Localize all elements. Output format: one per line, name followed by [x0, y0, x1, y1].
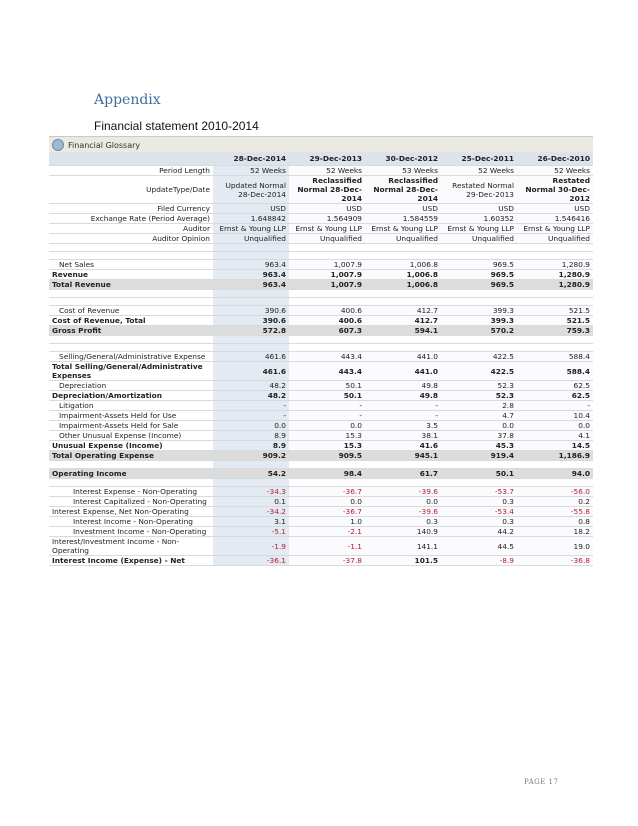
cell: -	[213, 411, 289, 421]
row-label: Depreciation/Amortization	[49, 391, 213, 401]
cell: 53 Weeks	[365, 166, 441, 176]
cell: 400.6	[289, 306, 365, 316]
cell: -55.8	[517, 507, 593, 517]
cell: 41.6	[365, 441, 441, 451]
cell: 461.6	[213, 362, 289, 381]
cell: 48.2	[213, 381, 289, 391]
row-label: Unusual Expense (Income)	[49, 441, 213, 451]
row-label: Period Length	[49, 166, 213, 176]
cell: 0.3	[365, 517, 441, 527]
cell: 62.5	[517, 391, 593, 401]
table-row	[49, 401, 593, 411]
table-row	[49, 381, 593, 391]
cell: Unqualified	[289, 234, 365, 244]
cell: 759.3	[517, 326, 593, 336]
cell: 1,007.9	[289, 280, 365, 290]
cell: 422.5	[441, 352, 517, 362]
cell: 969.5	[441, 280, 517, 290]
cell: 963.4	[213, 270, 289, 280]
cell: 54.2	[213, 469, 289, 479]
cell: -56.0	[517, 487, 593, 497]
total-row	[49, 326, 593, 336]
total-row	[49, 469, 593, 479]
cell: 1.648842	[213, 214, 289, 224]
table-row	[49, 362, 593, 381]
total-row	[49, 280, 593, 290]
cell: 37.8	[441, 431, 517, 441]
row-label: Interest/Investment Income - Non-Operating	[49, 537, 213, 556]
meta-row	[49, 224, 593, 234]
cell: 1,280.9	[517, 260, 593, 270]
table-row	[49, 391, 593, 401]
cell: -36.8	[517, 556, 593, 566]
cell: 49.8	[365, 381, 441, 391]
cell: 0.3	[441, 517, 517, 527]
row-label: Cost of Revenue, Total	[49, 316, 213, 326]
cell: 1.546416	[517, 214, 593, 224]
cell: -1.1	[289, 537, 365, 556]
cell: 45.3	[441, 441, 517, 451]
row-label: Total Selling/General/Administrative Expenses	[49, 362, 213, 381]
cell: 8.9	[213, 441, 289, 451]
row-label: Interest Income (Expense) - Net	[49, 556, 213, 566]
cell: 0.0	[365, 497, 441, 507]
cell: 50.1	[289, 381, 365, 391]
row-label: Interest Income - Non-Operating	[49, 517, 213, 527]
row-label: Operating Income	[49, 469, 213, 479]
row-label: Investment Income - Non-Operating	[49, 527, 213, 537]
cell: 52 Weeks	[213, 166, 289, 176]
cell: -	[365, 411, 441, 421]
cell: 963.4	[213, 280, 289, 290]
row-label: Interest Capitalized - Non-Operating	[49, 497, 213, 507]
table-row	[49, 441, 593, 451]
spacer-row	[49, 290, 593, 298]
cell: -	[289, 411, 365, 421]
cell: 14.5	[517, 441, 593, 451]
meta-row	[49, 204, 593, 214]
column-header: 25-Dec-2011	[441, 152, 517, 166]
cell: 50.1	[441, 469, 517, 479]
cell: 19.0	[517, 537, 593, 556]
cell: -36.7	[289, 487, 365, 497]
cell: 94.0	[517, 469, 593, 479]
cell: 4.1	[517, 431, 593, 441]
cell: 1,007.9	[289, 270, 365, 280]
cell: 588.4	[517, 352, 593, 362]
cell: Ernst & Young LLP	[213, 224, 289, 234]
table-row	[49, 352, 593, 362]
cell: -37.8	[289, 556, 365, 566]
glossary-label: Financial Glossary	[68, 140, 141, 150]
row-label: UpdateType/Date	[49, 176, 213, 204]
cell: Ernst & Young LLP	[365, 224, 441, 234]
table-row	[49, 431, 593, 441]
cell: 98.4	[289, 469, 365, 479]
cell: 969.5	[441, 260, 517, 270]
cell: 0.0	[289, 497, 365, 507]
row-label: Auditor Opinion	[49, 234, 213, 244]
cell: 607.3	[289, 326, 365, 336]
row-label: Gross Profit	[49, 326, 213, 336]
row-label: Filed Currency	[49, 204, 213, 214]
column-header: 28-Dec-2014	[213, 152, 289, 166]
cell: 572.8	[213, 326, 289, 336]
cell: 1,006.8	[365, 270, 441, 280]
cell: 62.5	[517, 381, 593, 391]
cell: 140.9	[365, 527, 441, 537]
column-header: 29-Dec-2013	[289, 152, 365, 166]
cell: 909.2	[213, 451, 289, 461]
cell: 0.2	[517, 497, 593, 507]
header-blank	[49, 152, 213, 166]
cell: 101.5	[365, 556, 441, 566]
column-header: 26-Dec-2010	[517, 152, 593, 166]
cell: 422.5	[441, 362, 517, 381]
cell: Reclassified Normal 28-Dec-2014	[365, 176, 441, 204]
cell: -34.2	[213, 507, 289, 517]
cell: -8.9	[441, 556, 517, 566]
row-label: Total Operating Expense	[49, 451, 213, 461]
statement-subtitle: Financial statement 2010-2014	[94, 119, 259, 133]
cell: Unqualified	[365, 234, 441, 244]
cell: 49.8	[365, 391, 441, 401]
column-header: 30-Dec-2012	[365, 152, 441, 166]
cell: 1,280.9	[517, 270, 593, 280]
cell: Unqualified	[213, 234, 289, 244]
cell: -39.6	[365, 487, 441, 497]
cell: 3.1	[213, 517, 289, 527]
cell: 61.7	[365, 469, 441, 479]
cell: 50.1	[289, 391, 365, 401]
spacer-row	[49, 461, 593, 469]
table-row	[49, 507, 593, 517]
cell: 52.3	[441, 381, 517, 391]
cell: 969.5	[441, 270, 517, 280]
cell: -36.1	[213, 556, 289, 566]
row-label: Other Unusual Expense (Income)	[49, 431, 213, 441]
cell: -39.6	[365, 507, 441, 517]
table-row	[49, 411, 593, 421]
row-label: Net Sales	[49, 260, 213, 270]
cell: 441.0	[365, 362, 441, 381]
globe-icon	[52, 139, 64, 151]
cell: 1,007.9	[289, 260, 365, 270]
cell: 588.4	[517, 362, 593, 381]
row-label: Interest Expense, Net Non-Operating	[49, 507, 213, 517]
cell: USD	[289, 204, 365, 214]
table-row	[49, 260, 593, 270]
cell: -	[213, 401, 289, 411]
row-label: Interest Expense - Non-Operating	[49, 487, 213, 497]
cell: 1.584559	[365, 214, 441, 224]
header-row	[49, 152, 593, 166]
table-row	[49, 556, 593, 566]
cell: 0.8	[517, 517, 593, 527]
table-row	[49, 316, 593, 326]
cell: -53.4	[441, 507, 517, 517]
row-label: Depreciation	[49, 381, 213, 391]
table-row	[49, 306, 593, 316]
cell: -36.7	[289, 507, 365, 517]
cell: USD	[517, 204, 593, 214]
spacer-row	[49, 252, 593, 260]
cell: 44.2	[441, 527, 517, 537]
cell: 441.0	[365, 352, 441, 362]
cell: Reclassified Normal 28-Dec-2014	[289, 176, 365, 204]
row-label: Selling/General/Administrative Expense	[49, 352, 213, 362]
meta-row	[49, 234, 593, 244]
cell: -	[365, 401, 441, 411]
cell: 1.0	[289, 517, 365, 527]
cell: USD	[441, 204, 517, 214]
row-label: Impairment-Assets Held for Use	[49, 411, 213, 421]
row-label: Revenue	[49, 270, 213, 280]
cell: 945.1	[365, 451, 441, 461]
cell: Ernst & Young LLP	[517, 224, 593, 234]
row-label: Impairment-Assets Held for Sale	[49, 421, 213, 431]
total-row	[49, 451, 593, 461]
cell: Ernst & Young LLP	[289, 224, 365, 234]
meta-row	[49, 214, 593, 224]
cell: 0.0	[289, 421, 365, 431]
cell: 443.4	[289, 362, 365, 381]
cell: -	[289, 401, 365, 411]
row-label: Litigation	[49, 401, 213, 411]
cell: 521.5	[517, 316, 593, 326]
cell: 412.7	[365, 306, 441, 316]
financial-table	[49, 152, 593, 566]
cell: 52 Weeks	[441, 166, 517, 176]
cell: 1.564909	[289, 214, 365, 224]
spacer-row	[49, 336, 593, 344]
cell: 44.5	[441, 537, 517, 556]
cell: -5.1	[213, 527, 289, 537]
cell: 0.3	[441, 497, 517, 507]
cell: 52.3	[441, 391, 517, 401]
cell: 18.2	[517, 527, 593, 537]
cell: 52 Weeks	[517, 166, 593, 176]
cell: 570.2	[441, 326, 517, 336]
cell: -53.7	[441, 487, 517, 497]
cell: 909.5	[289, 451, 365, 461]
cell: 399.3	[441, 316, 517, 326]
table-row	[49, 270, 593, 280]
page-number: PAGE 17	[524, 778, 559, 786]
cell: USD	[365, 204, 441, 214]
cell: -1.9	[213, 537, 289, 556]
row-label: Exchange Rate (Period Average)	[49, 214, 213, 224]
cell: 4.7	[441, 411, 517, 421]
cell: Ernst & Young LLP	[441, 224, 517, 234]
cell: 48.2	[213, 391, 289, 401]
cell: 52 Weeks	[289, 166, 365, 176]
cell: 461.6	[213, 352, 289, 362]
row-label: Auditor	[49, 224, 213, 234]
table-row	[49, 527, 593, 537]
cell: -2.1	[289, 527, 365, 537]
cell: -34.3	[213, 487, 289, 497]
cell: 0.0	[441, 421, 517, 431]
cell: Restated Normal 29-Dec-2013	[441, 176, 517, 204]
cell: 400.6	[289, 316, 365, 326]
spacer-row	[49, 479, 593, 487]
cell: USD	[213, 204, 289, 214]
spacer-row	[49, 244, 593, 252]
spacer-row	[49, 298, 593, 306]
cell: Restated Normal 30-Dec-2012	[517, 176, 593, 204]
cell: 15.3	[289, 441, 365, 451]
cell: 412.7	[365, 316, 441, 326]
cell: 1,006.8	[365, 280, 441, 290]
cell: 38.1	[365, 431, 441, 441]
cell: 963.4	[213, 260, 289, 270]
cell: 141.1	[365, 537, 441, 556]
table-row	[49, 421, 593, 431]
table-row	[49, 537, 593, 556]
cell: -	[517, 401, 593, 411]
cell: 1,280.9	[517, 280, 593, 290]
row-label: Cost of Revenue	[49, 306, 213, 316]
cell: 10.4	[517, 411, 593, 421]
cell: 1.60352	[441, 214, 517, 224]
cell: 594.1	[365, 326, 441, 336]
cell: 15.3	[289, 431, 365, 441]
cell: 2.8	[441, 401, 517, 411]
meta-row	[49, 166, 593, 176]
cell: 1,186.9	[517, 451, 593, 461]
row-label: Total Revenue	[49, 280, 213, 290]
cell: 443.4	[289, 352, 365, 362]
glossary-bar	[49, 136, 593, 153]
cell: 919.4	[441, 451, 517, 461]
table-row	[49, 517, 593, 527]
meta-row	[49, 176, 593, 204]
cell: Updated Normal 28-Dec-2014	[213, 176, 289, 204]
cell: 521.5	[517, 306, 593, 316]
cell: 0.1	[213, 497, 289, 507]
cell: 1,006.8	[365, 260, 441, 270]
cell: 0.0	[517, 421, 593, 431]
cell: 390.6	[213, 306, 289, 316]
cell: 3.5	[365, 421, 441, 431]
cell: Unqualified	[517, 234, 593, 244]
table-row	[49, 487, 593, 497]
spacer-row	[49, 344, 593, 352]
cell: 399.3	[441, 306, 517, 316]
cell: 8.9	[213, 431, 289, 441]
cell: Unqualified	[441, 234, 517, 244]
cell: 0.0	[213, 421, 289, 431]
cell: 390.6	[213, 316, 289, 326]
appendix-title: Appendix	[94, 92, 161, 108]
table-row	[49, 497, 593, 507]
